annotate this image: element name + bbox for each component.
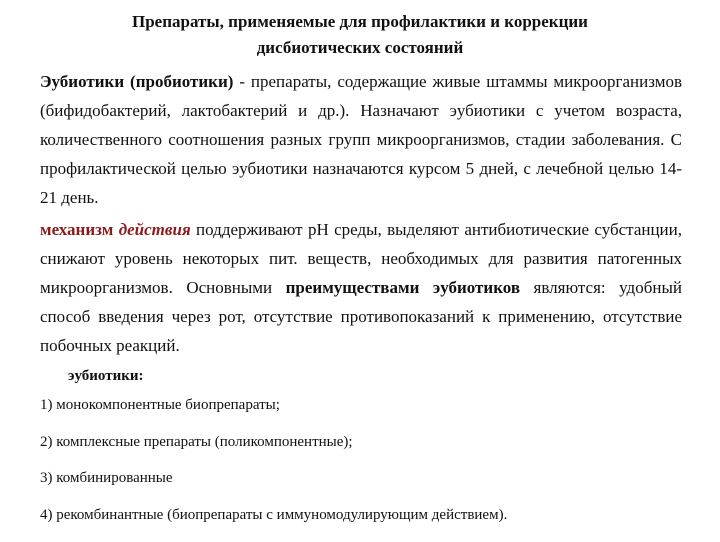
list-item: 3) комбинированные [40, 470, 173, 486]
eubiotics-term: Эубиотики (пробиотики) [40, 72, 234, 91]
list-item: 1) монокомпонентные биопрепараты; [40, 397, 280, 413]
eubiotics-list-heading: эубиотики: [68, 368, 144, 384]
slide-title-line2: дисбиотических состояний [256, 38, 464, 57]
list-item: 4) рекомбинантные (биопрепараты с иммуномодулирующим действием). [40, 506, 508, 523]
slide-title-line1: Препараты, применяемые для профилактики и коррекции [132, 12, 588, 31]
eubiotics-definition-text: - препараты, содержащие живые штаммы микроорганизмов (бифидобактерий, лактобактерий и др.). Назначают эубиотики с учетом возраста, количественного соотношения разных групп микроорганизмов, стадии заболевания. С профилактической целью эубиотики назначаются курсом 5 дней, с лечебной целью 14-21 день. [40, 72, 682, 207]
mechanism-paragraph [40, 215, 682, 360]
slide-title [60, 9, 660, 61]
action-term: действия [118, 220, 191, 239]
mechanism-text-1: поддерживают pH среды, выделяют антибиотические субстанции, снижают уровень некоторых пит. веществ, необходимых для развития патогенных микроорганизмов. Основными [40, 220, 682, 297]
advantages-term: преимуществами эубиотиков [285, 278, 521, 297]
list-item: 2) комплексные препараты (поликомпонентные); [40, 433, 353, 450]
eubiotics-definition-paragraph [40, 67, 682, 212]
eubiotics-types-list [40, 396, 700, 542]
mechanism-text-2: являются: удобный способ введения через рот, отсутствие противопоказаний к применению, отсутствие побочных реакций. [40, 278, 682, 355]
mechanism-term: механизм [40, 220, 114, 239]
